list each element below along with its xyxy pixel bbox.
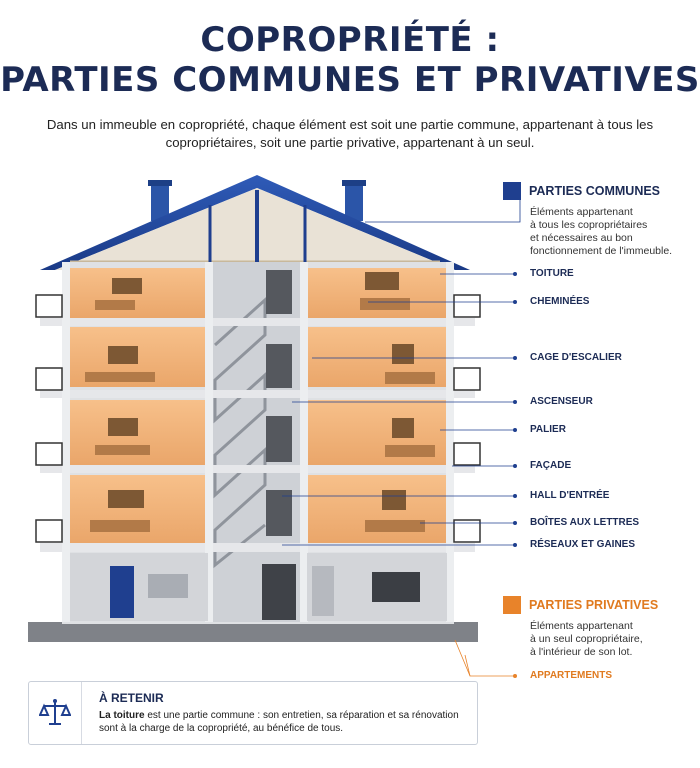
ground (28, 622, 478, 642)
label-hall-entree: HALL D'ENTRÉE (530, 490, 610, 501)
label-ascenseur: ASCENSEUR (530, 396, 593, 407)
retain-box (28, 681, 478, 745)
label-cage-escalier: CAGE D'ESCALIER (530, 352, 622, 363)
page-title-line-1: COPROPRIÉTÉ : (200, 20, 500, 60)
label-facade: FAÇADE (530, 460, 572, 471)
entrance-door (110, 566, 134, 618)
retain-text: La toiture est une partie commune : son entretien, sa réparation et sa rénovation sont à la charge de la copropriété, au bénéfice de tous. (99, 710, 459, 734)
retain-icon-container (29, 682, 82, 744)
legend-communes-heading (503, 182, 660, 200)
legend-communes-desc: Éléments appartenant à tous les copropriétaires et nécessaires au bon fonctionnement de l'immeuble. (530, 206, 673, 257)
chimney-right (345, 183, 363, 221)
legend-communes-label: PARTIES COMMUNES (529, 184, 661, 198)
label-reseaux-gaines: RÉSEAUX ET GAINES (530, 539, 636, 550)
label-boites-lettres: BOÎTES AUX LETTRES (530, 517, 640, 528)
label-toiture: TOITURE (530, 268, 574, 279)
legend-privatives-heading (503, 596, 658, 614)
scales-icon (39, 697, 71, 729)
legend-privatives-desc: Éléments appartenant à un seul copropriétaire, à l'intérieur de son lot. (530, 620, 643, 658)
page-title-line-2: PARTIES COMMUNES ET PRIVATIVES (0, 60, 700, 100)
elevator-door (266, 270, 292, 314)
mailboxes (372, 572, 420, 602)
legend-privatives-label: PARTIES PRIVATIVES (529, 598, 659, 612)
intro-text: Dans un immeuble en copropriété, chaque élément est soit une partie commune, appartenant à tous les copropriétaires, soit une partie privative, appartenant à un seul. (46, 117, 654, 150)
utility-boxes (148, 574, 188, 598)
retain-title: À RETENIR (99, 691, 164, 705)
label-palier: PALIER (530, 424, 566, 435)
communes-color-swatch (503, 182, 521, 200)
label-cheminees: CHEMINÉES (530, 296, 590, 307)
label-appartements: APPARTEMENTS (530, 670, 613, 681)
privatives-color-swatch (503, 596, 521, 614)
